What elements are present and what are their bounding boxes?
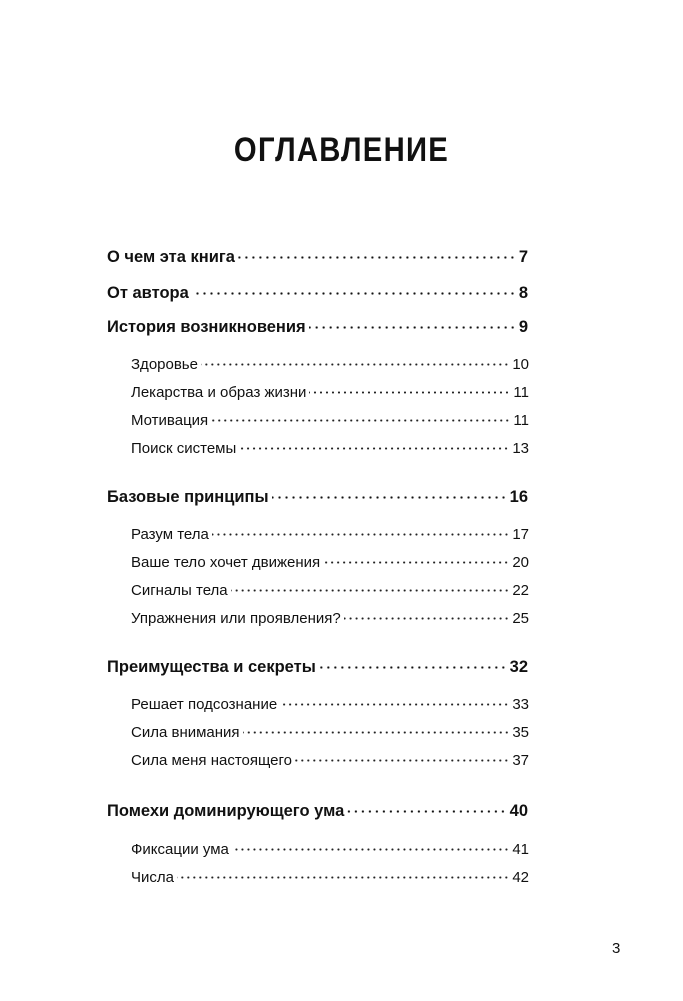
toc-section-title: От автора xyxy=(107,284,189,302)
dot-leader xyxy=(231,589,510,592)
toc-subsection-title: Сила внимания xyxy=(131,724,240,741)
dot-leader xyxy=(212,533,509,536)
toc-section-entry[interactable] xyxy=(107,318,528,337)
toc-subsection-page: 11 xyxy=(513,412,529,429)
toc-subsection-page: 20 xyxy=(512,554,529,571)
toc-subsection-entry[interactable] xyxy=(131,440,529,457)
toc-subsection-title: Разум тела xyxy=(131,526,209,543)
toc-subsection-title: Фиксации ума xyxy=(131,841,229,858)
dot-leader xyxy=(243,731,510,734)
toc-subsection-title: Здоровье xyxy=(131,356,198,373)
toc-subsection-page: 13 xyxy=(512,440,529,457)
toc-subsection-page: 17 xyxy=(512,526,529,543)
dot-leader xyxy=(192,292,516,295)
toc-section-title: Преимущества и секреты xyxy=(107,658,316,676)
dot-leader xyxy=(238,256,516,259)
toc-subsection-page: 22 xyxy=(512,582,529,599)
toc-section-title: История возникновения xyxy=(107,318,306,336)
toc-section-title: Базовые принципы xyxy=(107,488,269,506)
dot-leader xyxy=(309,391,510,394)
toc-section-entry[interactable] xyxy=(107,488,528,507)
toc-subsection-page: 41 xyxy=(512,841,529,858)
toc-section-entry[interactable] xyxy=(107,248,528,267)
toc-section-entry[interactable] xyxy=(107,802,528,821)
toc-subsection-entry[interactable] xyxy=(131,696,529,713)
toc-section-page: 7 xyxy=(518,248,528,266)
toc-subsection-page: 37 xyxy=(512,752,529,769)
dot-leader xyxy=(211,419,510,422)
toc-subsection-entry[interactable] xyxy=(131,724,529,741)
toc-subsection-title: Мотивация xyxy=(131,412,209,429)
toc-subsection-entry[interactable] xyxy=(131,869,529,886)
toc-subsection-title: Сила меня настоящего xyxy=(131,752,292,769)
toc-subsection-title: Ваше тело хочет движения xyxy=(131,554,321,571)
page-title: ОГЛАВЛЕНИЕ xyxy=(233,131,450,169)
dot-leader xyxy=(309,326,516,329)
toc-subsection-title: Лекарства и образ жизни xyxy=(131,384,307,401)
toc-subsection-entry[interactable] xyxy=(131,610,529,627)
toc-subsection-page: 11 xyxy=(513,384,529,401)
toc-subsection-title: Числа xyxy=(131,869,174,886)
dot-leader xyxy=(323,561,509,564)
toc-subsection-entry[interactable] xyxy=(131,384,529,401)
page-number: 3 xyxy=(612,940,621,957)
toc-subsection-page: 25 xyxy=(512,610,529,627)
dot-leader xyxy=(319,666,507,669)
toc-subsection-page: 35 xyxy=(512,724,529,741)
toc-subsection-entry[interactable] xyxy=(131,526,529,543)
toc-subsection-entry[interactable] xyxy=(131,582,529,599)
toc-section-page: 9 xyxy=(518,318,528,336)
toc-section-page: 32 xyxy=(509,658,528,676)
toc-subsection-page: 33 xyxy=(512,696,529,713)
toc-section-entry[interactable] xyxy=(107,658,528,677)
toc-subsection-entry[interactable] xyxy=(131,752,529,769)
toc-subsection-entry[interactable] xyxy=(131,841,529,858)
dot-leader xyxy=(347,810,506,813)
dot-leader xyxy=(295,759,509,762)
dot-leader xyxy=(201,363,509,366)
toc-section-page: 8 xyxy=(518,284,528,302)
toc-section-entry[interactable] xyxy=(107,284,528,303)
toc-subsection-title: Решает подсознание xyxy=(131,696,278,713)
toc-section-page: 16 xyxy=(509,488,528,506)
dot-leader xyxy=(177,876,509,879)
toc-subsection-page: 42 xyxy=(512,869,529,886)
dot-leader xyxy=(272,496,507,499)
dot-leader xyxy=(239,447,509,450)
toc-subsection-title: Поиск системы xyxy=(131,440,237,457)
toc-section-title: О чем эта книга xyxy=(107,248,235,266)
toc-subsection-title: Упражнения или проявления? xyxy=(131,610,341,627)
toc-subsection-page: 10 xyxy=(512,356,529,373)
toc-subsection-entry[interactable] xyxy=(131,412,529,429)
dot-leader xyxy=(344,617,510,620)
dot-leader xyxy=(280,703,509,706)
toc-subsection-title: Сигналы тела xyxy=(131,582,228,599)
toc-section-page: 40 xyxy=(509,802,528,820)
dot-leader xyxy=(232,848,509,851)
toc-subsection-entry[interactable] xyxy=(131,554,529,571)
toc-subsection-entry[interactable] xyxy=(131,356,529,373)
toc-section-title: Помехи доминирующего ума xyxy=(107,802,345,820)
